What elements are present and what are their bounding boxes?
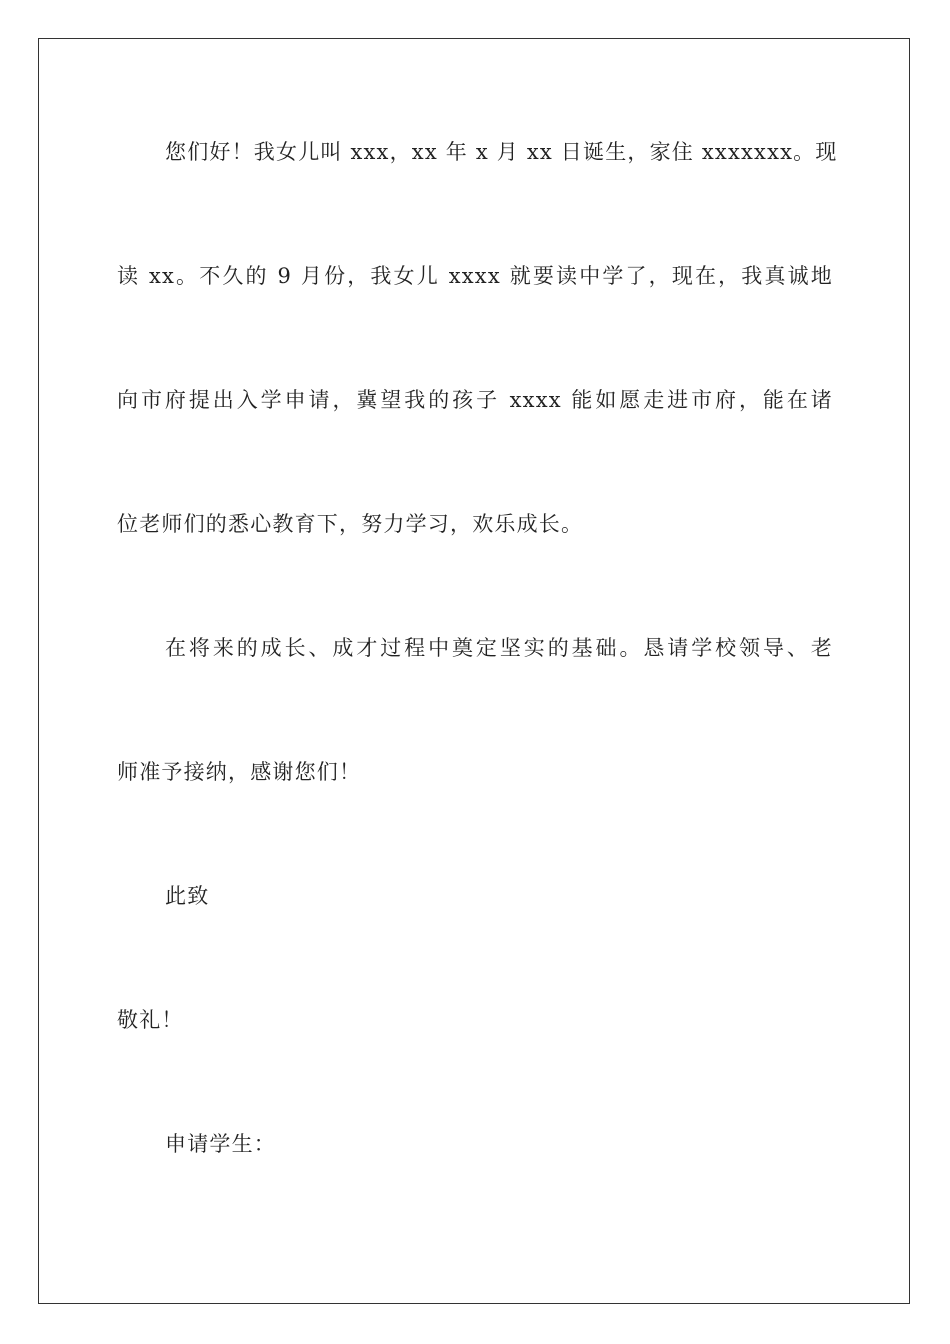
page-frame — [38, 38, 910, 1304]
letter-line-4: 位老师们的悉心教育下，努力学习，欢乐成长。 — [117, 512, 584, 536]
letter-line-6: 师准予接纳，感谢您们！ — [117, 760, 362, 784]
letter-line-2: 读 xx。不久的 9 月份，我女儿 xxxx 就要读中学了，现在，我真诚地 — [117, 264, 833, 288]
closing-respect: 敬礼！ — [117, 1008, 184, 1032]
letter-line-3: 向市府提出入学申请，冀望我的孩子 xxxx 能如愿走进市府，能在诸 — [117, 388, 833, 412]
letter-line-5: 在将来的成长、成才过程中奠定坚实的基础。恳请学校领导、老 — [165, 636, 833, 660]
closing-salutation: 此致 — [165, 884, 210, 908]
letter-line-1: 您们好！我女儿叫 xxx，xx 年 x 月 xx 日诞生，家住 xxxxxxx。现 — [165, 140, 838, 164]
applicant-signature-label: 申请学生： — [165, 1132, 276, 1156]
